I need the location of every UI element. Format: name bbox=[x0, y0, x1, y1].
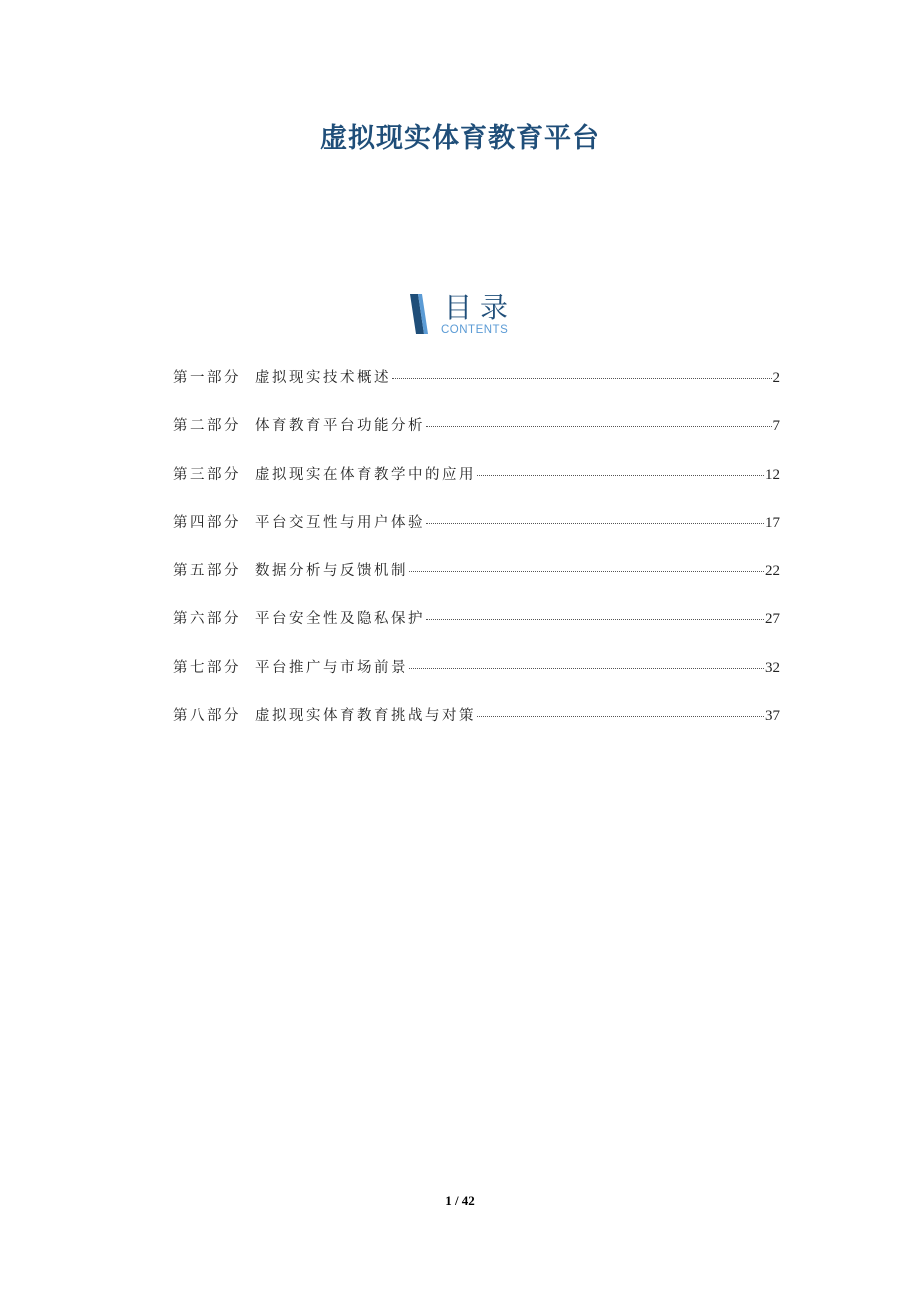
toc-entry-title: 平台安全性及隐私保护 bbox=[255, 611, 425, 628]
toc-entry-title: 虚拟现实体育教育挑战与对策 bbox=[255, 708, 476, 725]
toc-entry[interactable] bbox=[173, 559, 780, 607]
toc-entry-title: 平台推广与市场前景 bbox=[255, 659, 408, 676]
toc-dot-leader bbox=[409, 668, 764, 669]
toc-entry-title: 体育教育平台功能分析 bbox=[255, 418, 425, 435]
toc-entry-part: 第八部分 bbox=[173, 708, 241, 725]
toc-dot-leader bbox=[392, 378, 772, 379]
toc-entry-title: 平台交互性与用户体验 bbox=[255, 514, 425, 531]
toc-entry[interactable] bbox=[173, 511, 780, 559]
toc-dot-leader bbox=[477, 716, 764, 717]
toc-entry-title: 虚拟现实在体育教学中的应用 bbox=[255, 466, 476, 483]
toc-entry[interactable] bbox=[173, 656, 780, 704]
toc-entry-part: 第一部分 bbox=[173, 370, 241, 386]
toc-entry[interactable] bbox=[173, 463, 780, 511]
toc-entry-page: 27 bbox=[765, 611, 780, 628]
toc-dot-leader bbox=[477, 475, 764, 476]
toc-dot-leader bbox=[409, 571, 764, 572]
toc-heading-cn: 目录 bbox=[444, 291, 517, 324]
toc-entry-part: 第二部分 bbox=[173, 418, 241, 435]
toc-entry[interactable] bbox=[173, 704, 780, 752]
toc-entry-page: 22 bbox=[765, 563, 780, 580]
toc-entry-page: 2 bbox=[772, 370, 780, 386]
toc-entry-page: 37 bbox=[765, 708, 780, 725]
toc-entry-part: 第七部分 bbox=[173, 659, 241, 676]
toc-dot-leader bbox=[426, 523, 764, 524]
toc-heading-en: CONTENTS bbox=[441, 324, 509, 336]
toc-bookmark-icon bbox=[404, 294, 434, 334]
toc-entry[interactable] bbox=[173, 607, 780, 655]
toc-entry-part: 第三部分 bbox=[173, 466, 241, 483]
toc-entry-page: 7 bbox=[772, 418, 780, 435]
document-title: 虚拟现实体育教育平台 bbox=[320, 123, 600, 154]
toc-dot-leader bbox=[426, 619, 764, 620]
toc-heading bbox=[404, 292, 544, 340]
toc-entry-page: 32 bbox=[765, 659, 780, 676]
toc-entry-title: 虚拟现实技术概述 bbox=[255, 370, 391, 386]
toc-entry[interactable] bbox=[173, 366, 780, 414]
toc-entry-part: 第四部分 bbox=[173, 514, 241, 531]
toc-entry-page: 17 bbox=[765, 514, 780, 531]
toc-dot-leader bbox=[426, 426, 772, 427]
toc-entry-part: 第六部分 bbox=[173, 611, 241, 628]
toc-entry-title: 数据分析与反馈机制 bbox=[255, 563, 408, 580]
toc-entry[interactable] bbox=[173, 414, 780, 462]
toc-entry-page: 12 bbox=[765, 466, 780, 483]
toc-list bbox=[173, 366, 780, 752]
toc-entry-part: 第五部分 bbox=[173, 563, 241, 580]
page-indicator: 1 / 42 bbox=[445, 1193, 475, 1208]
